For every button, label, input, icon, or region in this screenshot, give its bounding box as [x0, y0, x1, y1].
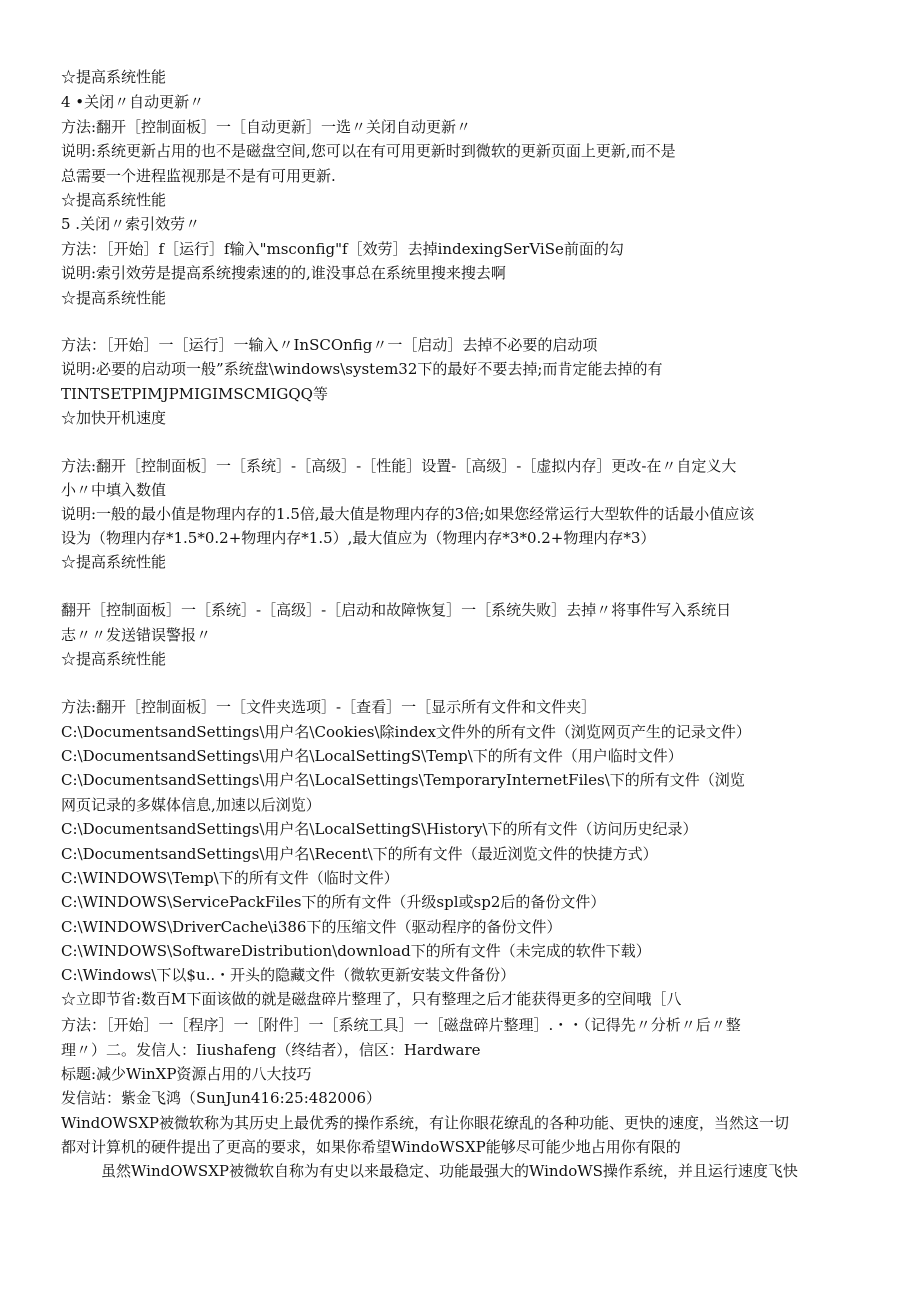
text-line: 说明:必要的启动项一般”系统盘\windows\system32下的最好不要去掉;而肯定能去掉的有	[61, 360, 663, 378]
text-line: 网页记录的多媒体信息,加速以后浏览）	[61, 796, 321, 814]
text-line: C:\WINDOWS\SoftwareDistribution\download下的所有文件（未完成的软件下载）	[61, 942, 651, 960]
text-line: ☆提高系统性能	[61, 289, 167, 307]
text-line: 总需要一个进程监视那是不是有可用更新.	[61, 167, 336, 185]
text-line: 发信站：紫金飞鸿（SunJun416:25:482006）	[61, 1089, 382, 1107]
text-line: ☆加快开机速度	[61, 409, 167, 427]
text-line: 志〃〃发送错误警报〃	[61, 626, 212, 644]
text-line: ☆提高系统性能	[61, 650, 167, 668]
text-line: C:\Windows\下以$u..・开头的隐藏文件（微软更新安装文件备份）	[61, 966, 516, 984]
text-line: C:\DocumentsandSettings\用户名\LocalSettingS\Temp\下的所有文件（用户临时文件）	[61, 747, 683, 765]
text-line: 说明:一般的最小值是物理内存的1.5倍,最大值是物理内存的3倍;如果您经常运行大型软件的话最小值应该	[61, 505, 755, 523]
text-line: 说明:系统更新占用的也不是磁盘空间,您可以在有可用更新时到微软的更新页面上更新,而不是	[61, 142, 676, 160]
text-line: 标题:减少WinXP资源占用的八大技巧	[61, 1065, 312, 1083]
text-line: C:\DocumentsandSettings\用户名\Recent\下的所有文件（最近浏览文件的快捷方式）	[61, 845, 658, 863]
text-line: 都对计算机的硬件提出了更高的要求，如果你希望WindoWSXP能够尽可能少地占用你有限的	[61, 1138, 681, 1156]
text-line: 5 .关闭〃索引效劳〃	[61, 215, 201, 233]
text-line: 方法：［开始］f［运行］f输入"msconfig"f［效劳］去掉indexingSerViSe前面的勾	[61, 240, 624, 258]
text-line: ☆提高系统性能	[61, 191, 167, 209]
text-line: 4 •关闭〃自动更新〃	[61, 93, 205, 111]
text-line: 虽然WindOWSXP被微软自称为有史以来最稳定、功能最强大的WindoWS操作系统，并且运行速度飞快	[101, 1162, 798, 1180]
text-line: WindOWSXP被微软称为其历史上最优秀的操作系统，有让你眼花缭乱的各种功能、更快的速度，当然这一切	[61, 1114, 789, 1132]
text-line: 理〃）二。发信人：Iiushafeng（终结者），信区：Hardware	[61, 1041, 481, 1059]
text-line: 方法：［开始］一［程序］一［附件］一［系统工具］一［磁盘碎片整理］.・・（记得先〃分析〃后〃整	[61, 1016, 741, 1034]
text-line: C:\DocumentsandSettings\用户名\LocalSettingS\History\下的所有文件（访问历史纪录）	[61, 820, 698, 838]
text-line: 翻开［控制面板］一［系统］-［高级］-［启动和故障恢复］一［系统失败］去掉〃将事件写入系统日	[61, 601, 732, 619]
text-line: ☆提高系统性能	[61, 68, 167, 86]
text-line: C:\WINDOWS\DriverCache\i386下的压缩文件（驱动程序的备份文件）	[61, 918, 562, 936]
text-line: 说明:索引效劳是提高系统搜索速的的,谁没事总在系统里搜来搜去啊	[61, 264, 506, 282]
text-line: C:\DocumentsandSettings\用户名\Cookies\除index文件外的所有文件（浏览网页产生的记录文件）	[61, 723, 751, 741]
text-line: ☆立即节省:数百M下面该做的就是磁盘碎片整理了，只有整理之后才能获得更多的空间哦［八	[61, 990, 682, 1008]
text-line: C:\WINDOWS\Temp\下的所有文件（临时文件）	[61, 869, 399, 887]
text-line: 设为（物理内存*1.5*0.2+物理内存*1.5）,最大值应为（物理内存*3*0.2+物理内存*3）	[61, 529, 656, 547]
text-line: TINTSETPIMJPMIGIMSCMIGQQ等	[61, 385, 328, 403]
text-line: 小〃中填入数值	[61, 481, 167, 499]
text-line: ☆提高系统性能	[61, 553, 167, 571]
text-line: C:\WINDOWS\ServicePackFiles下的所有文件（升级spl或sp2后的备份文件）	[61, 893, 606, 911]
text-line: 方法:翻开［控制面板］一［自动更新］一选〃关闭自动更新〃	[61, 118, 472, 136]
text-line: 方法：［开始］一［运行］一输入〃InSCOnfig〃一［启动］去掉不必要的启动项	[61, 336, 598, 354]
text-line: 方法:翻开［控制面板］一［文件夹选项］-［查看］一［显示所有文件和文件夹］	[61, 698, 597, 716]
text-line: C:\DocumentsandSettings\用户名\LocalSettings\TemporaryInternetFiles\下的所有文件（浏览	[61, 771, 745, 789]
text-line: 方法:翻开［控制面板］一［系统］-［高级］-［性能］设置-［高级］-［虚拟内存］更改-在〃自定义大	[61, 457, 737, 475]
